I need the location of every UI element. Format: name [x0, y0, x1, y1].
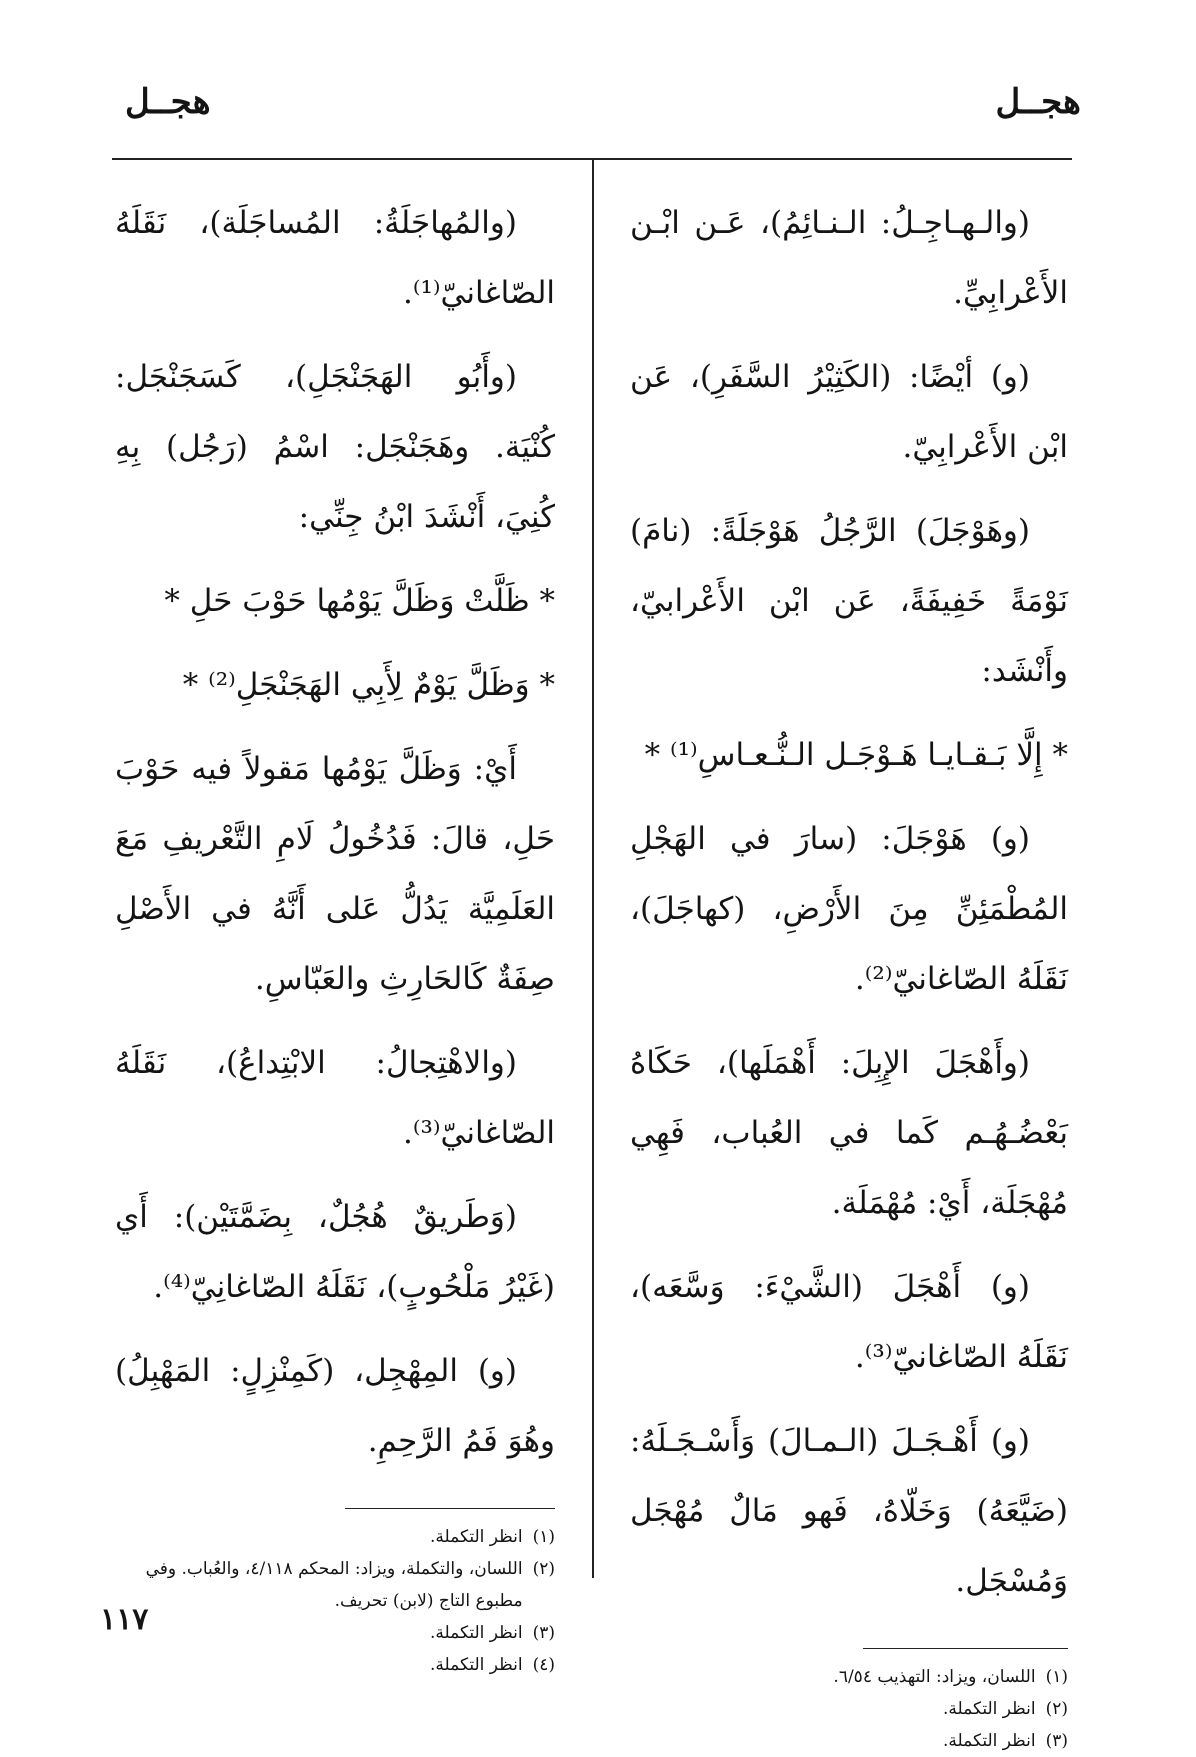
entry-paragraph: (والـهـاجِـلُ: الـنـائِمُ)، عَـن ابْـن الأَعْرابِيِّ.	[630, 205, 1068, 311]
footnote-number: (٣)	[532, 1623, 555, 1643]
poetry-verse: * وَظَلَّ يَوْمٌ لِأَبِي الهَجَنْجَلِ⁽²⁾ *	[182, 667, 555, 703]
footnote	[115, 1649, 555, 1681]
footnote-text: انظر التكملة.	[429, 1623, 523, 1643]
footnote-text: انظر التكملة.	[429, 1527, 523, 1547]
entry-paragraph: (و) أيْضًا: (الكَثِيْرُ السَّفَرِ)، عَن ابْن الأَعْرابِيّ.	[630, 359, 1068, 465]
page-number: ١١٧	[100, 1602, 149, 1637]
entry-paragraph: (وهَوْجَلَ) الرَّجُلُ هَوْجَلَةً: (نامَ) نَوْمَةً خَفِيفَةً، عَن ابْن الأَعْرابيّ، وأَنْشَد:	[630, 513, 1068, 689]
entry-paragraph: أَيْ: وَظَلَّ يَوْمُها مَقولاً فيه حَوْبَ حَلِ، قالَ: فَدُخُولُ لَامِ التَّعْريفِ مَعَ العَلَمِيَّة يَدُلُّ عَلى أَنَّهُ في الأَصْلِ صِفَةٌ كَالحَارِثِ والعَبّاسِ.	[115, 751, 555, 997]
footnote	[115, 1617, 555, 1649]
right-column	[630, 188, 1068, 1757]
header-keyword-left: هجــل	[125, 82, 211, 122]
footnote-rule	[863, 1648, 1068, 1649]
footnote-number: (١)	[1045, 1667, 1068, 1687]
header-keyword-right: هجــل	[995, 82, 1081, 122]
footnote-number: (٣)	[1045, 1731, 1068, 1751]
entry-paragraph: (وأَهْجَلَ الإِبِلَ: أَهْمَلَها)، حَكَاهُ بَعْضُـهُـم كَما في العُباب، فَهِي مُهْجَلَة، أَيْ: مُهْمَلَة.	[630, 1045, 1068, 1221]
entry-paragraph: (و) هَوْجَلَ: (سارَ في الهَجْلِ المُطْمَئِنِّ مِنَ الأَرْضِ، (كهاجَلَ)، نَقَلَهُ الصّاغانيّ⁽²⁾.	[630, 821, 1068, 997]
entry-paragraph: (و) أَهْـجَـلَ (الـمـالَ) وَأَسْـجَـلَهُ: (ضَيَّعَهُ) وَخَلّاهُ، فَهو مَالٌ مُهْجَل وَمُسْجَل.	[630, 1423, 1068, 1599]
poetry-verse: * ظَلَّتْ وَظَلَّ يَوْمُها حَوْبَ حَلِ *	[164, 583, 555, 619]
footnote-number: (٢)	[1045, 1699, 1068, 1719]
entry-paragraph: (و) المِهْجِل، (كَمِنْزِلٍ: المَهْبِلُ) وهُوَ فَمُ الرَّحِمِ.	[115, 1353, 555, 1459]
footnote-text: انظر التكملة.	[429, 1655, 523, 1675]
footnote	[115, 1521, 555, 1553]
entry-paragraph: (و) أَهْجَلَ (الشَّيْءَ: وَسَّعَه)، نَقَلَهُ الصّاغانيّ⁽³⁾.	[630, 1269, 1068, 1375]
left-column	[115, 188, 555, 1681]
column-divider	[592, 158, 594, 1578]
entry-paragraph: (وَطَريقٌ هُجُلٌ، بِضَمَّتَيْن): أَي (غَيْرُ مَلْحُوبٍ)، نَقَلَهُ الصّاغانِيّ⁽⁴⁾.	[115, 1199, 555, 1305]
footnote	[630, 1661, 1068, 1693]
entry-paragraph: (والاهْتِجالُ: الابْتِداعُ)، نَقَلَهُ الصّاغانيّ⁽³⁾.	[115, 1045, 555, 1151]
entry-paragraph: (والمُهاجَلَةُ: المُساجَلَة)، نَقَلَهُ الصّاغانيّ⁽¹⁾.	[115, 205, 555, 311]
footnote-number: (٤)	[532, 1655, 555, 1675]
footnote-number: (٢)	[532, 1559, 555, 1579]
footnote-text: انظر التكملة.	[942, 1699, 1036, 1719]
footnote-text: انظر التكملة.	[942, 1731, 1036, 1751]
footnote	[630, 1725, 1068, 1757]
footnote-rule	[345, 1508, 555, 1509]
footnote	[630, 1693, 1068, 1725]
entry-paragraph: (وأَبُو الهَجَنْجَلِ)، كَسَجَنْجَل: كُنْيَة. وهَجَنْجَل: اسْمُ (رَجُل) بِهِ كُنِيَ، أَنْشَدَ ابْنُ جِنِّي:	[115, 359, 555, 535]
footnote-number: (١)	[532, 1527, 555, 1547]
footnote	[115, 1553, 555, 1617]
poetry-verse: * إِلَّا بَـقـايـا هَـوْجَـل الـنُّـعـاسِ⁽¹⁾ *	[644, 737, 1068, 773]
footnote-text: اللسان، والتكملة، ويزاد: المحكم ٤/١١٨، والعُباب. وفي مطبوع التاج (لابن) تحريف.	[145, 1559, 523, 1611]
footnote-text: اللسان، ويزاد: التهذيب ٦/٥٤.	[833, 1667, 1036, 1687]
